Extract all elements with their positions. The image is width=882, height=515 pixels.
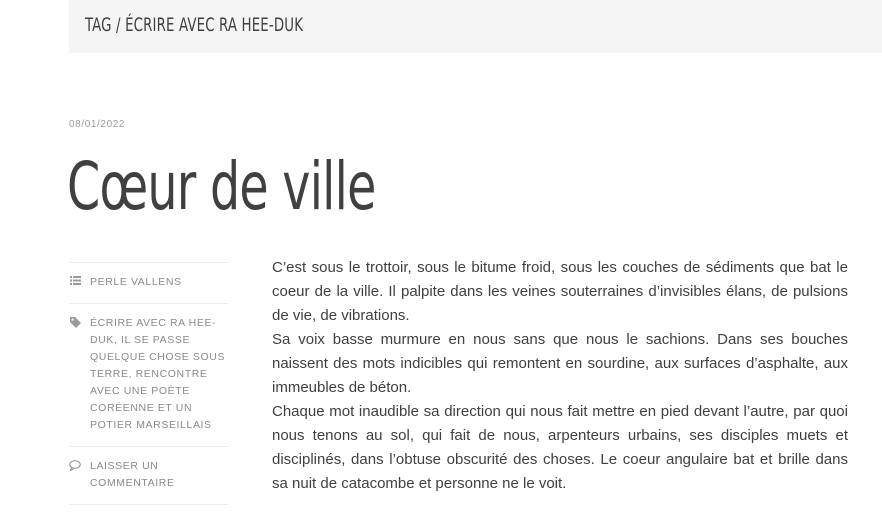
meta-author [69, 262, 229, 303]
meta-tags [69, 303, 229, 446]
leave-comment-link[interactable]: LAISSER UN COMMENTAIRE [90, 460, 175, 489]
tags-links[interactable]: ÉCRIRE AVEC RA HEE-DUK, IL SE PASSE QUELQUE CHOSE SOUS TERRE, RENCONTRE AVEC UNE POÈTE CORÉENNE ET UN POTIER MARSEILLAIS [90, 317, 226, 431]
archive-title: TAG / ÉCRIRE AVEC RA HEE-DUK [85, 14, 304, 36]
meta-comment [69, 446, 229, 505]
tag-icon [69, 315, 81, 434]
post-title[interactable]: Cœur de ville [67, 148, 376, 225]
paragraph: Sa voix basse murmure en nous sans que nous le sachions. Dans ses bouches naissent des mots indicibles qui remontent en sourdine, aux surfaces d’asphalte, aux immeubles de béton. [272, 331, 848, 396]
entry-meta [69, 262, 229, 505]
paragraph: C’est sous le trottoir, sous le bitume froid, sous les couches de sédiments que bat le coeur de la ville. Il palpite dans les veines souterraines d’invisibles élans, de pulsions de vie, de vibrations. [272, 259, 848, 324]
comment-icon [69, 458, 81, 492]
paragraph: Chaque mot inaudible sa direction qui nous fait mettre en pied devant l’autre, par quoi nous tenons au sol, qui fait de nous, arpenteurs urbains, ses disciples muets et disciplinés, dans l’obtuse obscurité des choses. Le coeur angulaire bat et brille dans sa nuit de catacombe et personne ne le voit. [272, 403, 848, 492]
author-link[interactable]: PERLE VALLENS [90, 276, 182, 288]
archive-header [69, 0, 882, 53]
entry-content [272, 256, 848, 496]
list-icon [69, 274, 81, 291]
post-date[interactable]: 08/01/2022 [69, 119, 126, 130]
